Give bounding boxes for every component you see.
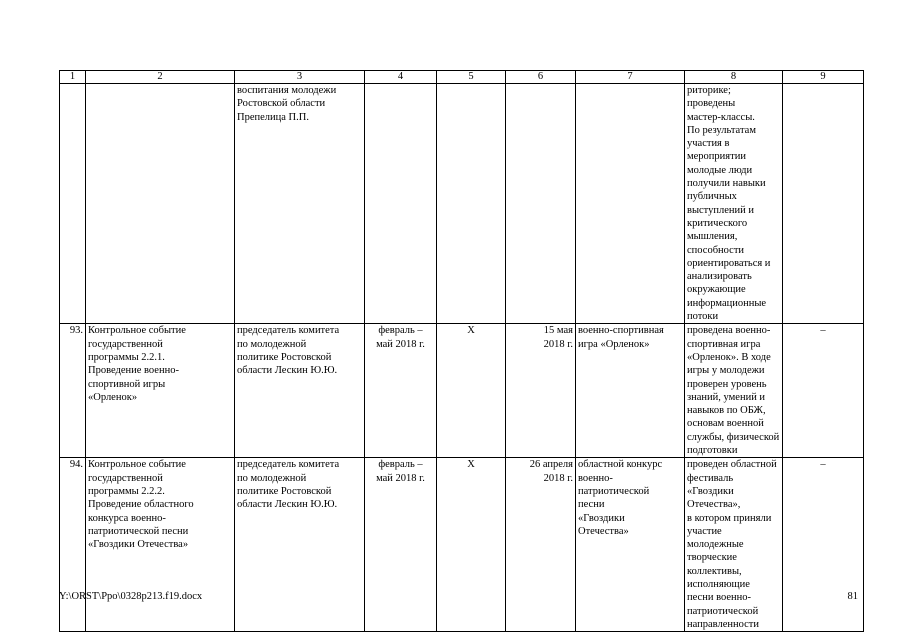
plan-date-cell: февраль – май 2018 г. [365, 324, 437, 458]
note-cell: – [783, 324, 864, 458]
result-cell: проведена военно- спортивная игра «Орленок». В ходе игры у молодежи проверен уровень знаний, умений и навыков по ОБЖ, основам военной службы, физической подготовки [685, 324, 783, 458]
header-cell: 2 [86, 71, 235, 84]
plan-date-cell: февраль – май 2018 г. [365, 458, 437, 632]
x-cell [437, 84, 506, 324]
header-cell: 5 [437, 71, 506, 84]
row-number: 94. [60, 458, 86, 632]
report-table [59, 70, 864, 632]
actual-date-cell [506, 84, 576, 324]
header-cell: 7 [576, 71, 685, 84]
header-cell: 3 [235, 71, 365, 84]
page-number: 81 [847, 591, 858, 602]
plan-date-cell [365, 84, 437, 324]
row-number [60, 84, 86, 324]
event-cell [86, 84, 235, 324]
result-cell: риторике; проведены мастер-классы. По результатам участия в мероприятии молодые люди получили навыки публичных выступлений и критического мышления, способности ориентироваться и анализировать окружающие информационные потоки [685, 84, 783, 324]
x-cell: Х [437, 324, 506, 458]
header-cell: 6 [506, 71, 576, 84]
responsible-cell: председатель комитета по молодежной политике Ростовской области Лескин Ю.Ю. [235, 458, 365, 632]
event-name-cell: областной конкурс военно- патриотической песни «Гвоздики Отечества» [576, 458, 685, 632]
x-cell: Х [437, 458, 506, 632]
row-number: 93. [60, 324, 86, 458]
file-path: Y:\ORST\Ppo\0328p213.f19.docx [59, 591, 203, 602]
event-name-cell: военно-спортивная игра «Орленок» [576, 324, 685, 458]
result-cell: проведен областной фестиваль «Гвоздики Отечества», в котором приняли участие молодежные творческие коллективы, исполняющие песни военно- патриотической направленности [685, 458, 783, 632]
event-cell: Контрольное событие государственной программы 2.2.2. Проведение областного конкурса военно- патриотической песни «Гвоздики Отечества» [86, 458, 235, 632]
header-cell: 4 [365, 71, 437, 84]
responsible-cell: председатель комитета по молодежной политике Ростовской области Лескин Ю.Ю. [235, 324, 365, 458]
note-cell [783, 84, 864, 324]
actual-date-cell: 26 апреля 2018 г. [506, 458, 576, 632]
header-cell: 1 [60, 71, 86, 84]
header-row [60, 71, 864, 84]
event-cell: Контрольное событие государственной программы 2.2.1. Проведение военно- спортивной игры «Орленок» [86, 324, 235, 458]
actual-date-cell: 15 мая 2018 г. [506, 324, 576, 458]
event-name-cell [576, 84, 685, 324]
header-cell: 8 [685, 71, 783, 84]
table-row [60, 458, 864, 632]
table-row [60, 324, 864, 458]
responsible-cell: воспитания молодежи Ростовской области Препелица П.П. [235, 84, 365, 324]
header-cell: 9 [783, 71, 864, 84]
table-row [60, 84, 864, 324]
note-cell: – [783, 458, 864, 632]
